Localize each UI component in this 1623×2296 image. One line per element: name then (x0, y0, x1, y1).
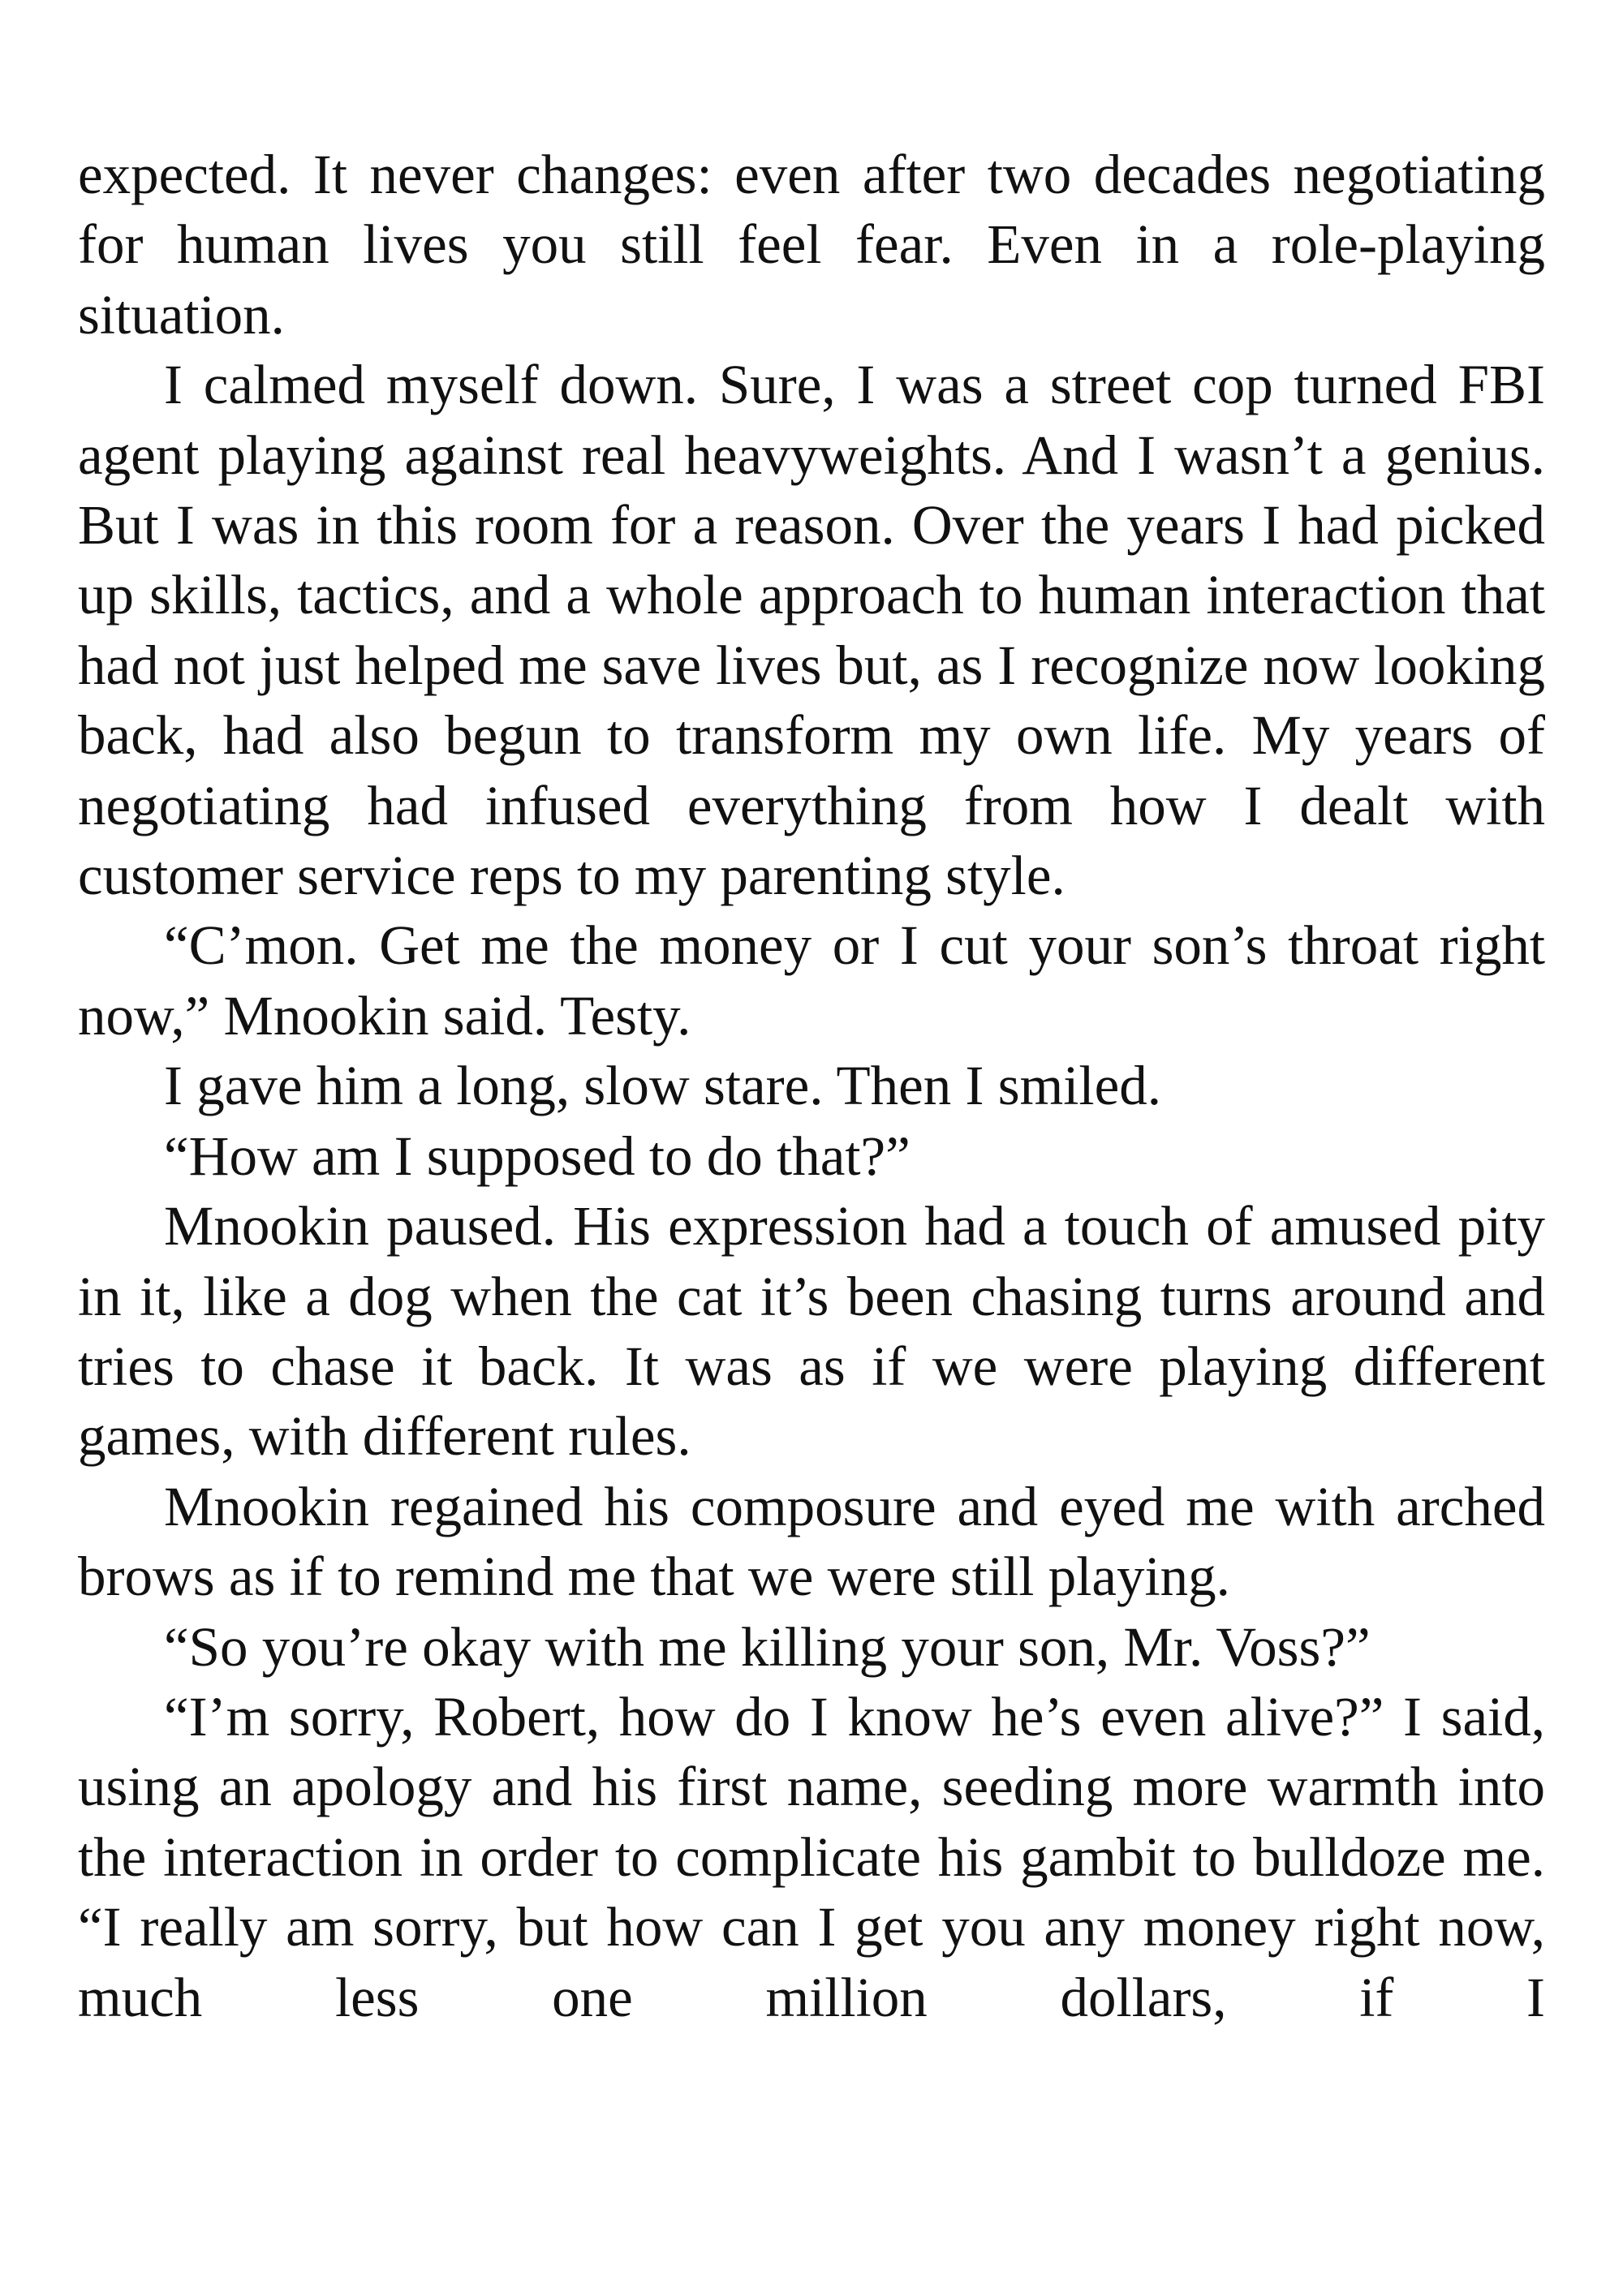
paragraph: Mnookin paused. His expression had a touch of amused pity in it, like a dog when the cat it’s been chasing turns around and tries to chase it back. It was as if we were playing different games, with different rules. (78, 1195, 1545, 1468)
book-page-body (78, 140, 1545, 2032)
paragraph-continued: expected. It never changes: even after two decades negotiating for human lives you still feel fear. Even in a role-playing situation. (78, 144, 1545, 346)
paragraph: “So you’re okay with me killing your son, Mr. Voss?” (164, 1615, 1371, 1678)
paragraph: Mnookin regained his composure and eyed me with arched brows as if to remind me that we were still playing. (78, 1475, 1545, 1608)
paragraph-continues: “I’m sorry, Robert, how do I know he’s even alive?” I said, using an apology and his first name, seeding more warmth into the interaction in order to complicate his gambit to bulldoze me. “I really am sorry, but how can I get you any money right now, much less one million dollars, if I (78, 1685, 1545, 2028)
paragraph: “How am I supposed to do that?” (164, 1124, 911, 1187)
paragraph: I calmed myself down. Sure, I was a street cop turned FBI agent playing against real heavyweights. And I wasn’t a genius. But I was in this room for a reason. Over the years I had picked up skills, tactics, and a whole approach to human interaction that had not just helped me save lives but, as I recognize now looking back, had also begun to transform my own life. My years of negotiating had infused everything from how I dealt with customer service reps to my parenting style. (78, 354, 1545, 907)
paragraph: I gave him a long, slow stare. Then I smiled. (164, 1055, 1161, 1117)
paragraph: “C’mon. Get me the money or I cut your son’s throat right now,” Mnookin said. Testy. (78, 914, 1545, 1047)
